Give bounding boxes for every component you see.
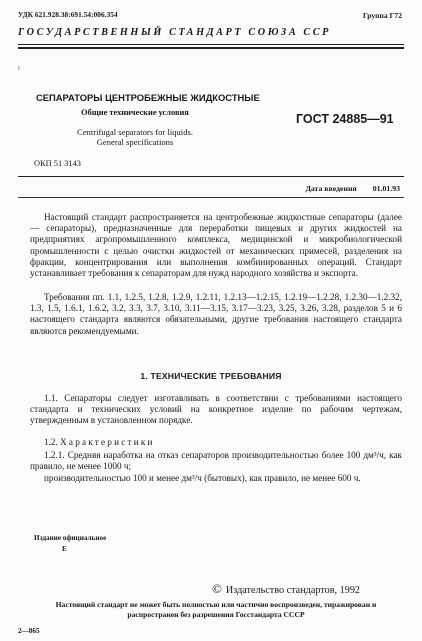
copyright-icon: ©: [212, 581, 222, 596]
english-title: [77, 127, 193, 147]
state-standard-banner: ГОСУДАРСТВЕННЫЙ СТАНДАРТ СОЮЗА ССР: [18, 27, 331, 38]
reproduction-notice: Настоящий стандарт не может быть полностью или частично воспроизведен, тиражирован и распространен без разрешения Госстандарта СССР: [55, 600, 377, 619]
edition-letter: Е: [62, 545, 67, 553]
paragraph-1-2-1-cont: производительностью 100 и менее дм³/ч (бытовых), как правило, не менее 600 ч.: [44, 473, 361, 483]
gost-number: ГОСТ 24885—91: [296, 112, 394, 126]
paragraph-1-2-1: 1.2.1. Средняя наработка на отказ сепараторов производительностью более 100 дм³/ч, как правило, не менее 1000 ч;: [30, 450, 402, 472]
official-edition: [34, 533, 106, 555]
english-title-line2: General specifications: [96, 137, 174, 147]
title-rule: [18, 176, 404, 177]
copyright-text: Издательство стандартов, 1992: [225, 585, 361, 596]
introduction-date: [305, 184, 400, 193]
section-heading: 1. ТЕХНИЧЕСКИЕ ТРЕБОВАНИЯ: [140, 371, 282, 381]
document-title: СЕПАРАТОРЫ ЦЕНТРОБЕЖНЫЕ ЖИДКОСТНЫЕ: [36, 92, 260, 103]
paragraph-1-2-number: 1.2.: [44, 437, 58, 447]
paragraph-1-2: [30, 437, 402, 448]
udk-code: УДК 621.928.38:691.54:006.354: [18, 11, 118, 19]
official-edition-label: Издание официальное: [34, 534, 107, 542]
document-subtitle: Общие технические условия: [81, 108, 189, 117]
paragraph-1-1: 1.1. Сепараторы следует изготавливать в соответствии с требованиями настоящего стандарта и технических условий на конкретное изделие по рабочим чертежам, утвержденным в установленном порядке.: [30, 393, 402, 426]
okp-code: ОКП 51 3143: [34, 159, 81, 168]
group-code: Группа Г72: [362, 11, 402, 20]
paragraph-1-2-title: Характеристики: [60, 437, 155, 447]
introduction-date-label: Дата введения: [305, 184, 357, 193]
header-rule-thick: [18, 47, 404, 49]
copyright: [212, 581, 360, 597]
introduction-date-value: 01.01.93: [372, 184, 400, 193]
paragraph-requirements: Требования пп. 1.1, 1.2.5, 1.2.8, 1.2.9, 1.2.11, 1.2.13—1.2.15, 1.2.19—1.2.28, 1.2.30—1.2.32, 1.3, 1.5, 1.6.1, 1.6.2, 3.2, 3.3, 3.7, 3.10, 3.11—3.15, 3.17—3.23, 3.25, 3.26, 3.28, разделов 5 и 6 настоящего стандарта являются обязательными, другие требования настоящего стандарта являются рекомендуемыми.: [30, 292, 402, 336]
header-rule: [18, 44, 404, 45]
english-title-line1: Centrifugal separators for liquids.: [77, 127, 193, 137]
print-code: 2—865: [18, 627, 40, 635]
date-rule: [18, 197, 404, 198]
margin-mark: г: [18, 64, 21, 72]
paragraph-scope: Настоящий стандарт распространяется на центробежные жидкостные сепараторы (далее — сепараторы), предназначенные для переработки пищевых и других жидкостей на предприятиях агропромышленного комплекса, медицинской и микробиологической промышленности с целью очистки жидкостей от механических примесей, разделения на фракции, концентрирования или выполнения комбинированных операций. Стандарт устанавливает требования к сепараторам для нужд народного хозяйства и экспорта.: [30, 212, 402, 279]
